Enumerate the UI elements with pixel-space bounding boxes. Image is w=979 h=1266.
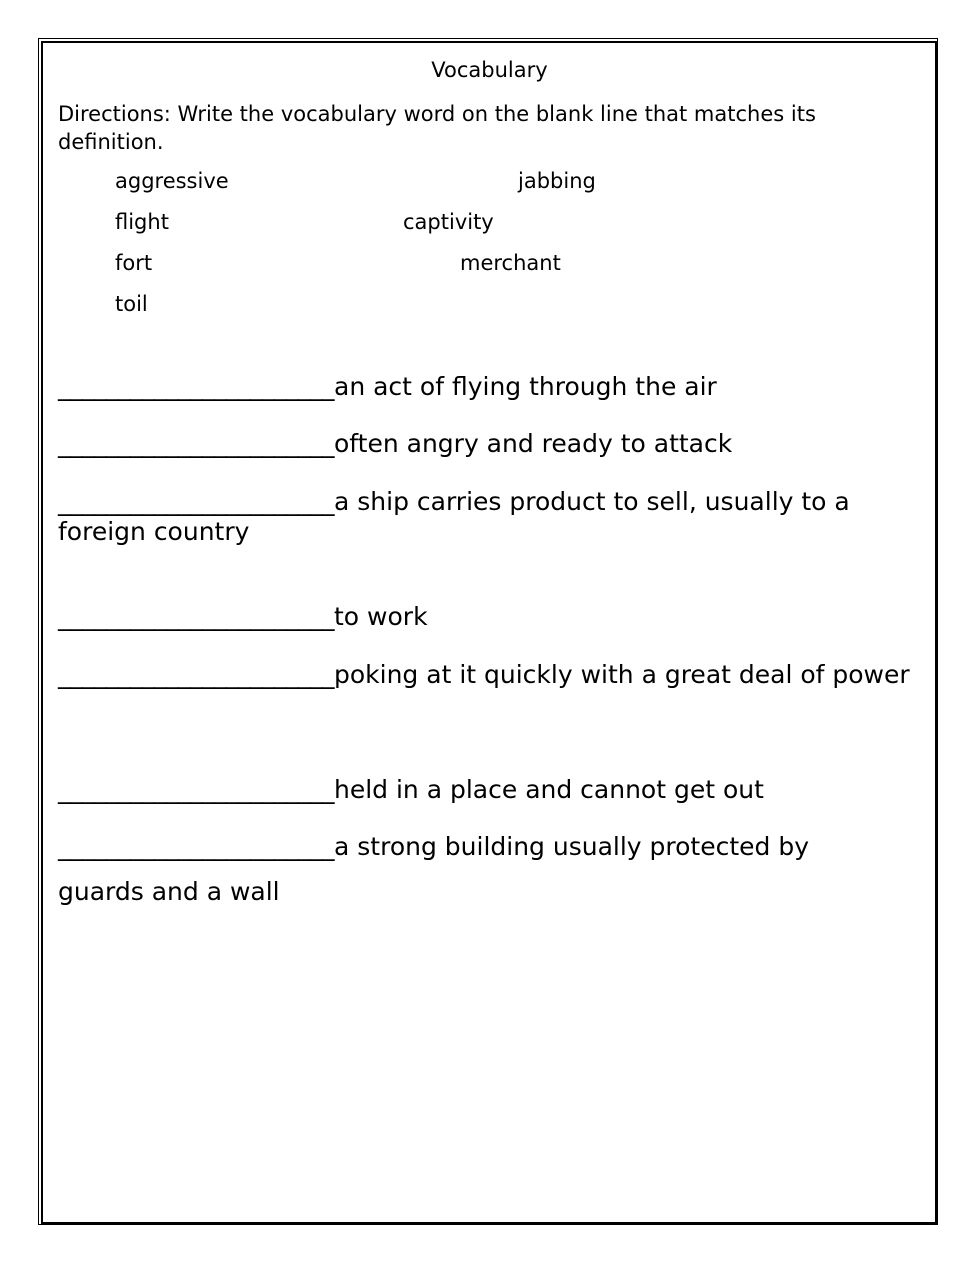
word-bank-item: aggressive	[115, 169, 229, 193]
definition-text: poking at it quickly with a great deal of power	[334, 660, 910, 689]
definition-row	[58, 660, 918, 690]
answer-blank[interactable]: _______________________	[58, 832, 334, 861]
word-bank-item: flight	[115, 210, 169, 234]
worksheet-title: Vocabulary	[431, 58, 548, 82]
word-bank-item: fort	[115, 251, 153, 275]
definition-text: a ship carries product to sell, usually to a foreign country	[58, 487, 850, 546]
answer-blank[interactable]: _______________________	[58, 660, 334, 689]
answer-blank[interactable]: _______________________	[58, 487, 334, 516]
answer-blank[interactable]: _______________________	[58, 429, 334, 458]
answer-blank[interactable]: _______________________	[58, 602, 334, 631]
definition-text: an act of flying through the air	[334, 372, 717, 401]
definition-row	[58, 832, 918, 907]
definition-text-continuation: guards and a wall	[58, 877, 280, 906]
definition-row	[58, 372, 918, 402]
definition-text: to work	[334, 602, 428, 631]
word-bank-item: merchant	[460, 251, 561, 275]
word-bank-item: toil	[115, 292, 148, 316]
answer-blank[interactable]: _______________________	[58, 372, 334, 401]
answer-blank[interactable]: _______________________	[58, 775, 334, 804]
definition-text: a strong building usually protected by	[334, 832, 810, 861]
word-bank-item: captivity	[403, 210, 494, 234]
directions-text: Directions: Write the vocabulary word on the blank line that matches its definition.	[58, 102, 816, 154]
definition-text: often angry and ready to attack	[334, 429, 733, 458]
definition-row	[58, 602, 918, 632]
definition-text: held in a place and cannot get out	[334, 775, 764, 804]
definition-row	[58, 775, 918, 805]
definition-row	[58, 487, 918, 547]
word-bank-item: jabbing	[518, 169, 596, 193]
definition-row	[58, 429, 918, 459]
